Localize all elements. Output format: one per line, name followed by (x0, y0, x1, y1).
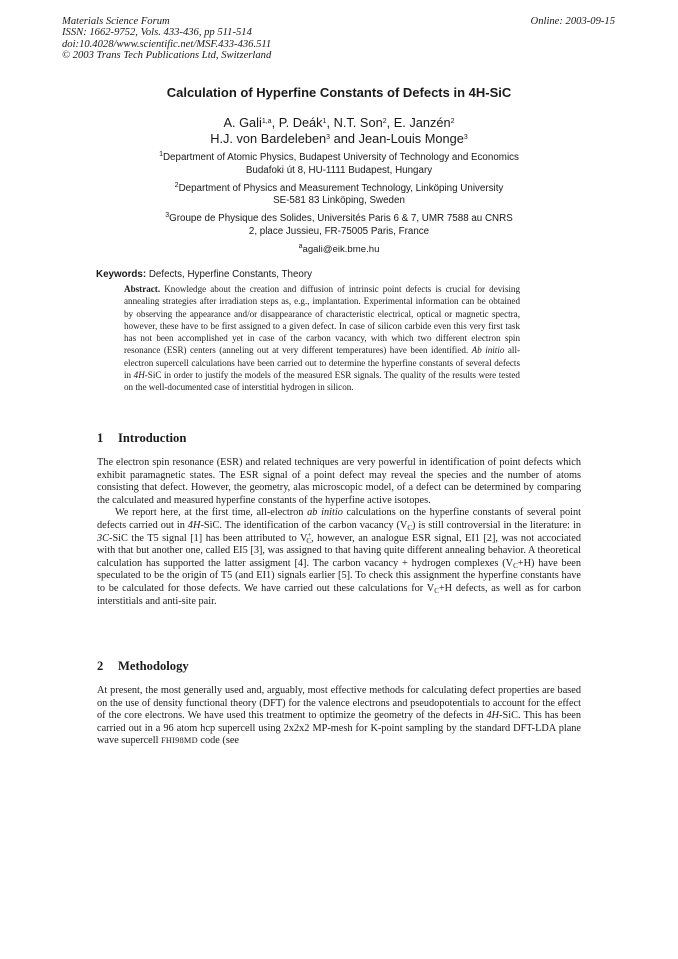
abstract-label: Abstract. (124, 284, 161, 294)
email-mark: a (298, 243, 303, 251)
section-title: Methodology (118, 659, 189, 673)
online-date: Online: 2003-09-15 (530, 16, 615, 27)
author-affil-mark: 2 (450, 118, 455, 125)
section-heading-introduction (97, 431, 186, 446)
affiliation-3 (0, 213, 678, 238)
paragraph: At present, the most generally used and, arguably, most effective methods for calculating defect properties are based on the use of density functional theory (DFT) for the valence electrons and pseudopotentials to account for the effect of the core electrons. We have used this treatment to optimize the geometry of the defects in 4H-SiC. This has been carried out in a 96 atom hcp supercell using 2x2x2 MP-mesh for K-point sampling by the standard DFT-LDA plane wave supercell FHI98MD code (see (97, 685, 581, 747)
abstract-text: -SiC in order to justify the models of the measured ESR signals. The quality of the results were tested on the well-documented case of interstitial hydrogen in silicon. (124, 369, 520, 392)
introduction-body (97, 457, 581, 608)
paragraph: The electron spin resonance (ESR) and related techniques are very powerful in identification of point defects which exhibit paramagnetic states. The ESR signal of a point defect may reveal the species and the number of atoms consisting that defect. However, the geometry, alas microscopic model, of a defect can be determined by comparing the calculated and measured hyperfine constants of the hyperfine active isotopes. (97, 457, 581, 506)
affil-address: Budafoki út 8, HU-1111 Budapest, Hungary (245, 164, 433, 176)
polytype-label: 4H (133, 369, 145, 380)
affiliation-2 (0, 183, 678, 208)
affil-mark: 2 (174, 181, 179, 189)
author-name: P. Deák (278, 115, 323, 130)
author-name: E. Janzén (393, 115, 451, 130)
doi-line: doi:10.4028/www.scientific.net/MSF.433-436.511 (62, 38, 272, 50)
abstract-text: Knowledge about the creation and diffusion of intrinsic point defects is crucial for devising annealing strategies after irradiation steps as, e.g., implantation. Experimental information can be obtained by observing the appearance and/or disappearance of characteristic electrical, optical or magnetic spectra, however, these have to be first assigned to a given defect. In case of silicon carbide even this very first task has not been accomplished yet in case of the carbon vacancy, with which two different electron spin resonance (ESR) centers (anneling out at very different temperatures) have been identified. (124, 284, 520, 356)
author-conjunction: and (333, 131, 355, 146)
email-line (0, 244, 678, 257)
author-affil-mark: 1,a (261, 118, 272, 125)
issn-line: ISSN: 1662-9752, Vols. 433-436, pp 511-514 (62, 27, 252, 39)
abstract-text: all-electron supercell calculations have been carried out to determine the hyperfine constants of several defects in (124, 345, 520, 380)
affil-address: SE-581 83 Linköping, Sweden (273, 195, 405, 207)
affil-address: 2, place Jussieu, FR-75005 Paris, France (248, 225, 430, 237)
author-affil-mark: 1 (322, 118, 327, 125)
affiliation-1 (0, 152, 678, 177)
keywords-line (96, 269, 596, 280)
keywords-label: Keywords: (96, 269, 147, 280)
affiliation-list (0, 152, 678, 257)
abstract-italic: Ab initio (471, 345, 505, 356)
abstract-block (124, 283, 520, 393)
author-name: Jean-Louis Monge (358, 131, 464, 146)
author-line-2 (0, 131, 678, 147)
copyright-line: © 2003 Trans Tech Publications Ltd, Switzerland (62, 50, 272, 62)
methodology-body (97, 685, 581, 748)
email-address: agali@eik.bme.hu (302, 244, 380, 256)
affil-dept: Department of Physics and Measurement Technology, Linköping University (178, 182, 504, 194)
affil-dept: Department of Atomic Physics, Budapest University of Technology and Economics (162, 152, 519, 163)
affil-mark: 3 (165, 212, 170, 220)
author-affil-mark: 2 (382, 118, 387, 125)
section-title: Introduction (118, 431, 187, 445)
affil-mark: 1 (159, 151, 163, 158)
section-number: 2 (97, 659, 104, 673)
section-number: 1 (97, 431, 104, 445)
paragraph: We report here, at the first time, all-electron ab initio calculations on the hyperfine constants of several point defects carried out in 4H-SiC. The identification of the carbon vacancy $(V_C)$ is still controversial in the literature: in 3C-SiC the T5 signal [1] has been attributed to $V^+_C$, however, an analogue ESR signal, EI1 [2], was not accociated with that but another one, called EI5 [3], was assigned to that having quite different annealing behavior. A theoretical calculation has supported the latter assigment [4]. The carbon vacancy + hydrogen complexes $(V_C+H)$ have been speculated to be the origin of T5 (and EI1) signals earlier [5]. To check this assignment the hyperfine constants have to be calculated for those defects. We have carried out these calculations for $V_C+H$ defects, as well as for carbon interstitials and anti-site pair. (97, 507, 582, 607)
affil-dept: Groupe de Physique des Solides, Universités Paris 6 & 7, UMR 7588 au CNRS (169, 213, 513, 225)
journal-header (62, 16, 482, 62)
section-heading-methodology (97, 659, 189, 674)
author-affil-mark: 3 (463, 134, 468, 141)
keywords-text: Defects, Hyperfine Constants, Theory (148, 269, 313, 280)
author-name: A. Gali (223, 115, 262, 130)
author-list (0, 115, 678, 147)
author-name: N.T. Son (333, 115, 383, 130)
author-affil-mark: 3 (326, 134, 331, 141)
paper-title: Calculation of Hyperfine Constants of Defects in 4H-SiC (166, 85, 512, 100)
author-line-1: A. Gali$^{1,a}$, P. Deák$^1$, N.T. Son$^2$, E. Janzén$^2$ (223, 115, 455, 130)
author-name: H.J. von Bardeleben (210, 131, 327, 146)
journal-name: Materials Science Forum (62, 16, 170, 27)
